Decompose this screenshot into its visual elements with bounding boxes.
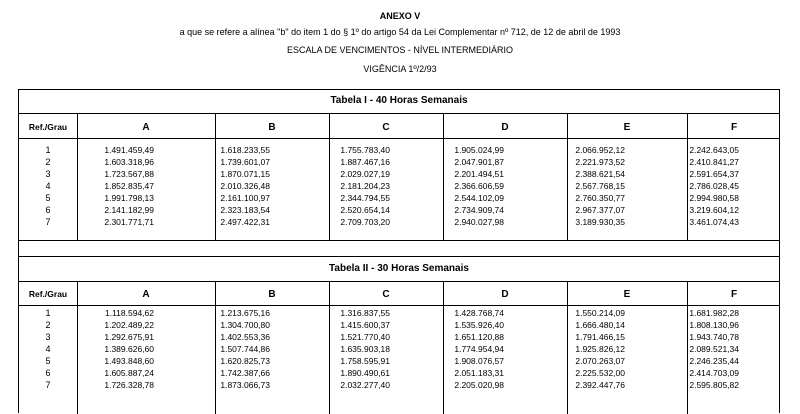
salary-cell: 1.755.783,40 xyxy=(340,145,390,155)
ref-grau-header: Ref./Grau xyxy=(28,289,68,299)
salary-cell: 2.010.326,48 xyxy=(220,181,270,191)
salary-cell: 2.047.901,87 xyxy=(454,157,504,167)
salary-cell: 2.734.909,74 xyxy=(454,205,504,215)
salary-cell: 1.491.459,49 xyxy=(104,145,154,155)
grade-cell: 7 xyxy=(45,217,51,227)
table-separator-line xyxy=(19,256,779,257)
salary-cell: 1.852.835,47 xyxy=(104,181,154,191)
salary-cell: 2.089.521,34 xyxy=(689,344,739,354)
salary-cell: 1.681.982,28 xyxy=(689,308,739,318)
salary-cell: 2.544.102,09 xyxy=(454,193,504,203)
salary-cell: 1.739.601,07 xyxy=(220,157,270,167)
salary-cell: 2.205.020,98 xyxy=(454,380,504,390)
ref-grau-header: Ref./Grau xyxy=(28,122,68,132)
salary-cell: 2.392.447,76 xyxy=(575,380,625,390)
salary-cell: 2.225.532,00 xyxy=(575,368,625,378)
salary-cell: 1.415.600,37 xyxy=(340,320,390,330)
salary-cell: 1.202.489,22 xyxy=(104,320,154,330)
scale-title: ESCALA DE VENCIMENTOS - NÍVEL INTERMEDIÁRIO xyxy=(286,45,514,55)
salary-cell: 1.873.066,73 xyxy=(220,380,270,390)
salary-cell: 2.221.973,52 xyxy=(575,157,625,167)
grade-cell: 2 xyxy=(45,157,51,167)
salary-cell: 2.366.606,59 xyxy=(454,181,504,191)
column-header-b: B xyxy=(268,122,276,133)
column-rule xyxy=(77,281,78,414)
effective-date: VIGÊNCIA 1º/2/93 xyxy=(363,64,437,74)
salary-cell: 1.618.233,55 xyxy=(220,145,270,155)
salary-cell: 1.742.387,66 xyxy=(220,368,270,378)
table-separator-line xyxy=(19,240,779,241)
salary-cell: 1.887.467,16 xyxy=(340,157,390,167)
salary-cell: 1.550.214,09 xyxy=(575,308,625,318)
salary-cell: 1.808.130,96 xyxy=(689,320,739,330)
salary-cell: 2.591.654,37 xyxy=(689,169,739,179)
grade-cell: 7 xyxy=(45,380,51,390)
salary-cell: 3.189.930,35 xyxy=(575,217,625,227)
column-header-d: D xyxy=(501,289,509,300)
salary-cell: 2.029.027,19 xyxy=(340,169,390,179)
column-header-b: B xyxy=(268,289,276,300)
salary-cell: 2.520.654,14 xyxy=(340,205,390,215)
grade-cell: 6 xyxy=(45,368,51,378)
grade-cell: 3 xyxy=(45,332,51,342)
table-caption: Tabela II - 30 Horas Semanais xyxy=(329,263,469,274)
salary-cell: 1.620.825,73 xyxy=(220,356,270,366)
salary-cell: 1.991.798,13 xyxy=(104,193,154,203)
salary-cell: 2.414.703,09 xyxy=(689,368,739,378)
salary-cell: 1.905.024,99 xyxy=(454,145,504,155)
grade-cell: 5 xyxy=(45,356,51,366)
grade-cell: 3 xyxy=(45,169,51,179)
salary-cell: 3.461.074,43 xyxy=(689,217,739,227)
salary-cell: 2.410.841,27 xyxy=(689,157,739,167)
salary-cell: 1.726.328,78 xyxy=(104,380,154,390)
column-header-f: F xyxy=(730,122,738,133)
salary-cell: 2.595.805,82 xyxy=(689,380,739,390)
column-rule xyxy=(443,281,444,414)
grade-cell: 1 xyxy=(45,308,51,318)
salary-cell: 1.118.594,62 xyxy=(105,308,154,318)
salary-cell: 1.666.480,14 xyxy=(575,320,625,330)
grade-cell: 1 xyxy=(45,145,51,155)
salary-cell: 2.760.350,77 xyxy=(575,193,625,203)
column-rule xyxy=(687,281,688,414)
salary-cell: 1.304.700,80 xyxy=(220,320,270,330)
salary-cell: 2.323.183,54 xyxy=(220,205,270,215)
salary-cell: 1.603.318,96 xyxy=(104,157,154,167)
salary-cell: 1.890.490,61 xyxy=(340,368,390,378)
salary-cell: 1.651.120,88 xyxy=(454,332,504,342)
column-header-c: C xyxy=(382,122,390,133)
column-header-d: D xyxy=(501,122,509,133)
salary-cell: 2.051.183,31 xyxy=(454,368,504,378)
salary-cell: 1.428.768,74 xyxy=(454,308,504,318)
table-rule xyxy=(19,281,779,282)
table-rule xyxy=(19,113,779,114)
annex-reference: a que se refere a alínea "b" do item 1 do § 1º do artigo 54 da Lei Complementar nº 712, de 12 de abril de 1993 xyxy=(179,27,621,37)
salary-cell: 2.201.494,51 xyxy=(454,169,504,179)
grade-cell: 6 xyxy=(45,205,51,215)
table-rule xyxy=(19,305,779,306)
salary-cell: 2.181.204,23 xyxy=(340,181,390,191)
salary-cell: 1.908.076,57 xyxy=(454,356,504,366)
salary-cell: 1.774.954,94 xyxy=(454,344,504,354)
salary-cell: 2.032.277,40 xyxy=(340,380,390,390)
table-rule xyxy=(19,138,779,139)
salary-cell: 1.316.837,55 xyxy=(340,308,390,318)
salary-cell: 1.943.740,78 xyxy=(689,332,739,342)
column-header-a: A xyxy=(142,122,150,133)
salary-cell: 1.723.567,88 xyxy=(104,169,154,179)
salary-cell: 2.301.771,71 xyxy=(104,217,154,227)
salary-cell: 2.070.263,07 xyxy=(575,356,625,366)
salary-cell: 1.521.770,40 xyxy=(340,332,390,342)
salary-cell: 2.344.794,55 xyxy=(340,193,390,203)
salary-tables-frame xyxy=(18,89,780,413)
salary-cell: 1.870.071,15 xyxy=(220,169,270,179)
salary-cell: 1.605.887,24 xyxy=(104,368,154,378)
salary-cell: 1.507.744,86 xyxy=(220,344,270,354)
salary-cell: 1.535.926,40 xyxy=(454,320,504,330)
salary-cell: 2.967.377,07 xyxy=(575,205,625,215)
salary-cell: 1.389.626,60 xyxy=(104,344,154,354)
column-header-f: F xyxy=(730,289,738,300)
grade-cell: 2 xyxy=(45,320,51,330)
grade-cell: 5 xyxy=(45,193,51,203)
grade-cell: 4 xyxy=(45,181,51,191)
salary-cell: 1.493.848,60 xyxy=(104,356,154,366)
column-header-e: E xyxy=(623,289,631,300)
salary-cell: 1.292.675,91 xyxy=(104,332,154,342)
table-caption: Tabela I - 40 Horas Semanais xyxy=(330,95,468,106)
salary-cell: 2.497.422,31 xyxy=(220,217,270,227)
salary-cell: 2.786.028,45 xyxy=(689,181,739,191)
salary-cell: 1.925.826,12 xyxy=(575,344,625,354)
salary-cell: 2.246.235,44 xyxy=(689,356,739,366)
salary-cell: 2.161.100,97 xyxy=(220,193,270,203)
salary-cell: 2.242.643,05 xyxy=(689,145,739,155)
salary-cell: 2.709.703,20 xyxy=(340,217,390,227)
salary-cell: 1.402.553,36 xyxy=(220,332,270,342)
salary-cell: 2.567.768,15 xyxy=(575,181,625,191)
salary-cell: 2.141.182,99 xyxy=(104,205,154,215)
salary-cell: 1.758.595,91 xyxy=(340,356,390,366)
salary-cell: 2.388.621,54 xyxy=(575,169,625,179)
column-header-e: E xyxy=(623,122,631,133)
salary-cell: 1.213.675,16 xyxy=(220,308,270,318)
salary-cell: 3.219.604,12 xyxy=(689,205,739,215)
column-rule xyxy=(215,281,216,414)
salary-cell: 1.791.466,15 xyxy=(575,332,625,342)
column-header-a: A xyxy=(142,289,150,300)
salary-cell: 2.066.952,12 xyxy=(575,145,625,155)
column-rule xyxy=(329,281,330,414)
grade-cell: 4 xyxy=(45,344,51,354)
salary-cell: 2.940.027,98 xyxy=(454,217,504,227)
salary-cell: 1.635.903,18 xyxy=(340,344,390,354)
column-header-c: C xyxy=(382,289,390,300)
salary-cell: 2.994.980,58 xyxy=(689,193,739,203)
column-rule xyxy=(567,281,568,414)
annex-title: ANEXO V xyxy=(379,11,421,21)
